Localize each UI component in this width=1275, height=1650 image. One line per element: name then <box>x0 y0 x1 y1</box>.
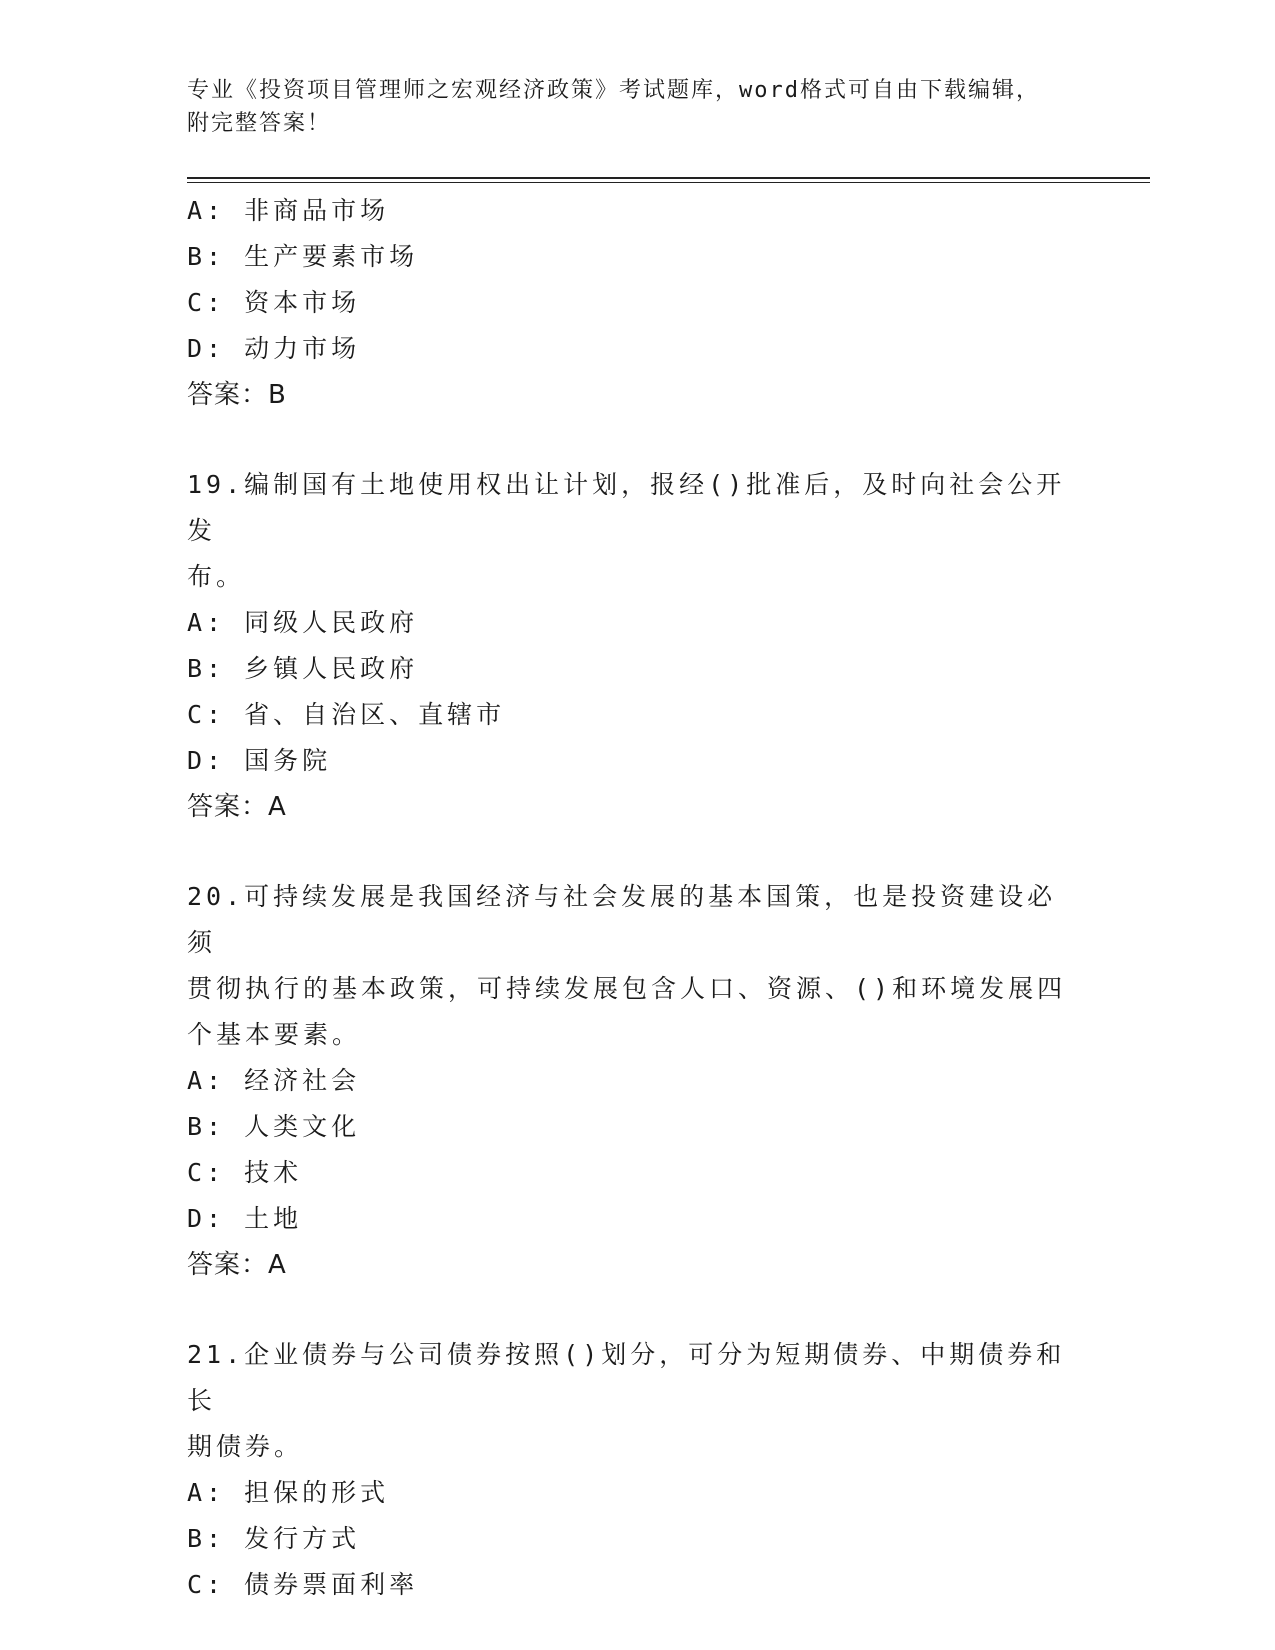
question-stem-line: 19.编制国有土地使用权出让计划，报经()批准后，及时向社会公开发 <box>187 470 1066 545</box>
option-b: B: 生产要素市场 <box>187 242 419 271</box>
option-c: C: 资本市场 <box>187 288 361 317</box>
option-d: D: 国务院 <box>187 746 332 775</box>
option-d: D: 动力市场 <box>187 334 361 363</box>
question-19 <box>187 462 1077 830</box>
option-d: D: 土地 <box>187 1204 303 1233</box>
spacer <box>187 1288 1077 1332</box>
option-b: B: 发行方式 <box>187 1524 361 1553</box>
question-stem-line: 贯彻执行的基本政策，可持续发展包含人口、资源、()和环境发展四 <box>187 974 1067 1003</box>
option-a: A: 经济社会 <box>187 1066 361 1095</box>
spacer <box>187 830 1077 874</box>
option-a: A: 非商品市场 <box>187 196 390 225</box>
spacer <box>187 418 1077 462</box>
option-c: C: 省、自治区、直辖市 <box>187 700 506 729</box>
option-c: C: 技术 <box>187 1158 303 1187</box>
question-20 <box>187 874 1077 1288</box>
question-stem-line: 21.企业债券与公司债券按照()划分，可分为短期债券、中期债券和长 <box>187 1340 1066 1415</box>
option-b: B: 乡镇人民政府 <box>187 654 419 683</box>
option-a: A: 担保的形式 <box>187 1478 390 1507</box>
answer-line: 答案：A <box>187 792 287 822</box>
option-b: B: 人类文化 <box>187 1112 361 1141</box>
header-rule-thick <box>187 177 1150 179</box>
question-18 <box>187 188 1077 418</box>
document-header <box>187 74 1077 140</box>
question-21 <box>187 1332 1077 1608</box>
option-a: A: 同级人民政府 <box>187 608 419 637</box>
question-stem-line: 期债券。 <box>187 1432 304 1461</box>
question-list <box>187 188 1077 1608</box>
question-stem-line: 个基本要素。 <box>187 1020 362 1049</box>
header-line-1: 专业《投资项目管理师之宏观经济政策》考试题库，word格式可自由下载编辑， <box>187 78 1040 103</box>
header-line-2: 附完整答案！ <box>187 111 332 136</box>
answer-line: 答案：A <box>187 1250 287 1280</box>
option-c: C: 债券票面利率 <box>187 1570 419 1599</box>
answer-line: 答案：B <box>187 380 287 410</box>
header-rule-thin <box>187 182 1150 183</box>
question-stem-line: 布。 <box>187 562 246 591</box>
question-stem-line: 20.可持续发展是我国经济与社会发展的基本国策，也是投资建设必须 <box>187 882 1057 957</box>
